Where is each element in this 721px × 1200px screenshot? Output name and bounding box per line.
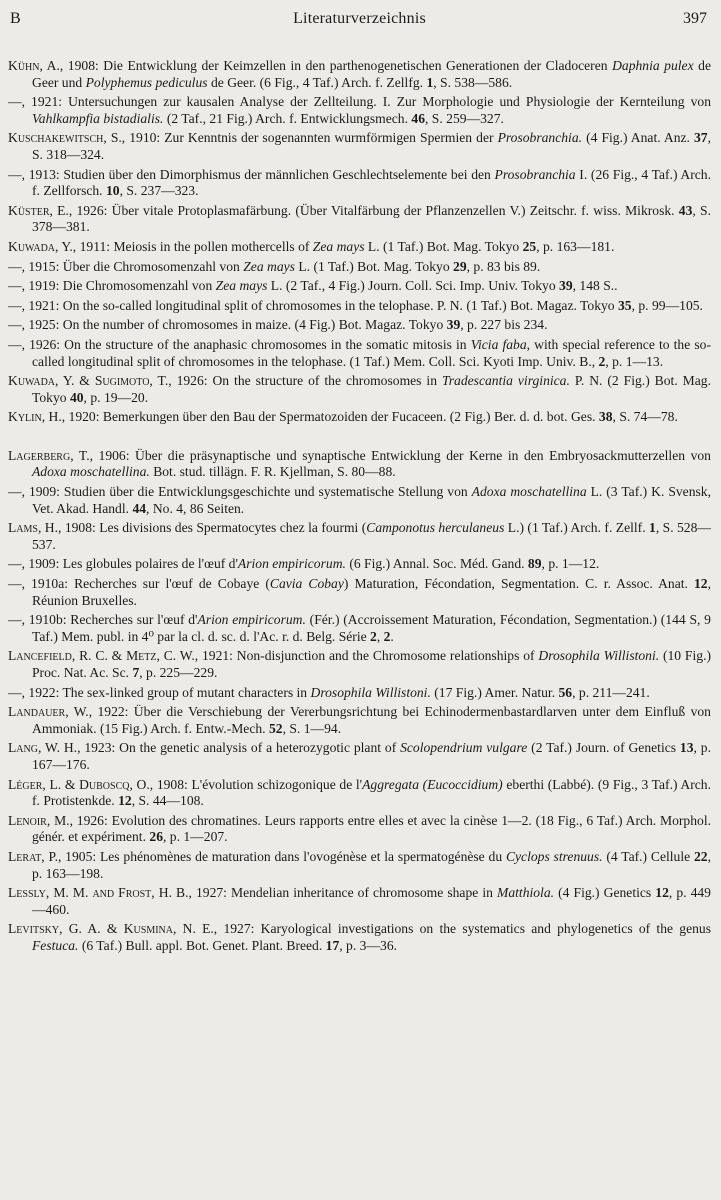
taxon-name: Cyclops strenuus. xyxy=(505,848,603,864)
reference-text: (2 Taf.) Journ. of Genetics xyxy=(527,740,680,756)
reference-text: —, 1909: Les globules polaires de l'œuf d' xyxy=(8,556,238,572)
volume-number: 56 xyxy=(558,684,573,700)
reference-text: , 1908: Les divisions des Spermatocytes chez la fourmi ( xyxy=(58,520,367,536)
reference-text: L.) (1 Taf.) Arch. f. Zellf. xyxy=(504,520,650,536)
reference-text: L. (1 Taf.) Bot. Mag. Tokyo xyxy=(294,258,454,274)
reference-text: , 1920: Bemerkungen über den Bau der Spermatozoiden der Fucaceen. (2 Fig.) Ber. d. d. bot. Ges. xyxy=(61,409,599,425)
reference-text: (Fér.) (Accroissement Maturation, Fécondation, Segmentation.) (144 S, 9 Taf.) Mem. publ. in 4⁰ par la cl. d. sc. d. l'Ac. r. d. Belg. Série xyxy=(32,612,711,644)
reference-text: , S. 259—327. xyxy=(425,110,504,126)
reference-entry xyxy=(8,704,711,737)
reference-entry xyxy=(8,130,711,163)
volume-number: 44 xyxy=(132,500,147,516)
taxon-name: Cavia Cobay xyxy=(269,576,344,592)
author-name: Kühn, A. xyxy=(8,58,60,73)
reference-entry xyxy=(8,373,711,406)
reference-text: , S. 44—108. xyxy=(131,793,204,809)
reference-text: , S. 378—381. xyxy=(32,202,711,235)
reference-text: (4 Fig.) Genetics xyxy=(554,885,656,901)
reference-text: , p. 3—36. xyxy=(339,937,398,953)
volume-number: 25 xyxy=(522,238,537,254)
taxon-name: Aggregata (Eucoccidium) xyxy=(362,776,503,792)
reference-text: , 1923: On the genetic analysis of a heterozygotic plant of xyxy=(77,740,401,756)
taxon-name: Prosobranchia. xyxy=(497,130,583,146)
reference-text: , S. 1—94. xyxy=(282,720,342,736)
reference-entry xyxy=(8,317,711,334)
reference-text: (10 Fig.) Proc. Nat. Ac. Sc. xyxy=(32,648,711,680)
reference-text: , p. 99—105. xyxy=(631,297,703,313)
reference-text: , S. 538—586. xyxy=(433,74,513,90)
volume-number: 37 xyxy=(694,130,708,146)
author-name: Léger, L. & Duboscq, O. xyxy=(8,776,150,792)
reference-text: , p. 163—181. xyxy=(536,238,615,254)
reference-text: , S. 74—78. xyxy=(612,409,678,425)
reference-text: , 1926: Über vitale Protoplasmafärbung. (Über Vitalfärbung der Pflanzenzellen V.) Zeitschr. f. wiss. Mikrosk. xyxy=(68,202,679,218)
reference-entry xyxy=(8,556,711,573)
page-number: 397 xyxy=(683,10,707,27)
volume-number: 39 xyxy=(559,278,573,294)
volume-number: 39 xyxy=(446,317,461,333)
reference-text: , 1926: On the structure of the chromosomes in xyxy=(168,373,442,389)
reference-text: L. (1 Taf.) Bot. Mag. Tokyo xyxy=(364,238,523,254)
taxon-name: Vicia faba xyxy=(470,336,527,352)
reference-text: , 1926: Evolution des chromatines. Leurs rapports entre elles et avec la cinèse 1—2. (18 Fig., 6 Taf.) Arch. Morphol. génér. et expériment. xyxy=(32,812,711,845)
reference-text: , 1906: Über die präsynaptische und synaptische Entwicklung der Kerne in den Embryosackmutterzellen von xyxy=(89,447,711,463)
volume-number: 7 xyxy=(132,665,140,680)
reference-text: —, 1925: On the number of chromosomes in maize. (4 Fig.) Bot. Magaz. Tokyo xyxy=(8,317,447,333)
volume-number: 12 xyxy=(693,576,708,592)
running-header xyxy=(8,10,711,32)
taxon-name: Zea mays xyxy=(215,278,268,294)
taxon-name: Prosobranchia xyxy=(494,166,576,182)
volume-number: 2 xyxy=(370,628,377,644)
author-name: Kylin, H. xyxy=(8,409,62,425)
reference-text: , p. 211—241. xyxy=(572,684,650,700)
reference-entry xyxy=(8,777,711,810)
reference-text: —, 1921: Untersuchungen zur kausalen Analyse der Zellteilung. I. Zur Morphologie und Physiologie der Kernteilung von xyxy=(8,94,711,110)
reference-entry xyxy=(8,612,711,645)
reference-text: , p. 163—198. xyxy=(32,848,711,881)
reference-text: (17 Fig.) Amer. Natur. xyxy=(430,684,559,700)
author-name: Lams, H. xyxy=(8,520,59,536)
author-name: Lagerberg, T. xyxy=(8,447,90,463)
taxon-name: Arion empiricorum. xyxy=(197,612,306,628)
volume-number: 40 xyxy=(69,389,84,405)
reference-text: , p. 19—20. xyxy=(83,389,149,405)
reference-text: —, 1926: On the structure of the anaphasic chromosomes in the somatic mitosis in xyxy=(8,336,471,352)
reference-text: —, 1919: Die Chromosomenzahl von xyxy=(8,278,216,294)
reference-text: , p. 225—229. xyxy=(139,665,218,680)
author-name: Landauer, W. xyxy=(8,704,89,720)
reference-text: (2 Taf., 21 Fig.) Arch. f. Entwicklungsmech. xyxy=(163,110,412,126)
reference-text: , 1908: Die Entwicklung der Keimzellen in den parthenogenetischen Generationen der Cladoceren xyxy=(59,58,613,73)
reference-text: P. N. (2 Fig.) Bot. Mag. Tokyo xyxy=(32,373,711,405)
reference-entry xyxy=(8,576,711,609)
reference-text: , p. 1—207. xyxy=(162,829,228,845)
taxon-name: Drosophila Willistoni. xyxy=(538,648,660,664)
taxon-name: Drosophila Willistoni. xyxy=(310,684,431,700)
author-name: Kuschakewitsch, S. xyxy=(8,130,122,146)
reference-text: I. (26 Fig., 4 Taf.) Arch. f. Zellforsch. xyxy=(32,166,711,199)
reference-text: , p. 167—176. xyxy=(32,740,711,772)
reference-entry xyxy=(8,685,711,702)
taxon-name: Matthiola. xyxy=(497,885,555,901)
reference-text: , S. 528—537. xyxy=(32,520,711,552)
author-name: Lancefield, R. C. & Metz, C. W. xyxy=(8,648,195,664)
reference-text: eberthi (Labbé). (9 Fig., 3 Taf.) Arch. f. Protistenkde. xyxy=(32,776,711,809)
taxon-name: Arion empiricorum. xyxy=(237,556,346,572)
taxon-name: Zea mays xyxy=(312,238,365,254)
reference-text: —, 1910a: Recherches sur l'œuf de Cobaye ( xyxy=(8,576,270,592)
page-title: Literaturverzeichnis xyxy=(293,10,426,27)
reference-text: , p. 449—460. xyxy=(32,885,711,917)
reference-text: , 1922: Über die Verschiebung der Vererbungsrichtung bei Echinodermenbastardlarven unter dem Einfluß von Ammoniak. (15 Fig.) Arch. f. Entw.-Mech. xyxy=(32,704,711,736)
reference-text: L. (3 Taf.) K. Svensk, Vet. Akad. Handl. xyxy=(32,484,711,516)
reference-text: , S. 237—323. xyxy=(119,183,199,199)
reference-text: , p. 83 bis 89. xyxy=(466,258,541,274)
reference-entry xyxy=(8,813,711,846)
reference-text: ) Maturation, Fécondation, Segmentation. C. r. Assoc. Anat. xyxy=(343,576,694,592)
reference-entry xyxy=(8,278,711,295)
reference-text: (6 Taf.) Bull. appl. Bot. Genet. Plant. Breed. xyxy=(78,937,326,953)
reference-text: L. (2 Taf., 4 Fig.) Journ. Coll. Sci. Imp. Univ. Tokyo xyxy=(267,278,560,294)
reference-text: , No. 4, 86 Seiten. xyxy=(146,500,245,516)
reference-text: , p. 1—12. xyxy=(541,556,600,572)
taxon-name: Adoxa moschatellina xyxy=(471,484,587,500)
reference-text: de Geer. (6 Fig., 4 Taf.) Arch. f. Zellfg. xyxy=(207,74,427,90)
reference-entry xyxy=(8,259,711,276)
taxon-name: Scolopendrium vulgare xyxy=(400,740,528,756)
reference-text: , with special reference to the so-called longitudinal split of chromosomes in the telophase. (1 Taf.) Mem. Coll. Sci. Kyoti Imp. Univ. B., xyxy=(32,336,711,369)
taxon-name: Zea mays xyxy=(243,258,295,274)
volume-number: 52 xyxy=(268,720,283,736)
volume-number: 26 xyxy=(149,829,163,845)
reference-entry xyxy=(8,203,711,236)
reference-text: (4 Fig.) Anat. Anz. xyxy=(582,130,694,146)
taxon-name: Camponotus herculaneus xyxy=(366,520,505,536)
volume-number: 38 xyxy=(598,409,613,425)
reference-text: , 148 S.. xyxy=(572,278,618,294)
reference-text: , 1927: Mendelian inheritance of chromosome shape in xyxy=(188,885,498,901)
author-name: Lenoir, M. xyxy=(8,812,70,828)
section-letter: B xyxy=(10,10,21,27)
reference-entry xyxy=(8,885,711,918)
reference-text: . xyxy=(390,628,394,644)
volume-number: 1 xyxy=(426,74,434,90)
volume-number: 22 xyxy=(693,848,708,864)
reference-entry xyxy=(8,298,711,315)
volume-number: 29 xyxy=(453,258,467,274)
volume-number: 13 xyxy=(679,740,694,756)
reference-entry xyxy=(8,921,711,954)
reference-entry xyxy=(8,409,711,426)
volume-number: 46 xyxy=(411,110,425,126)
reference-entry xyxy=(8,849,711,882)
reference-text: (6 Fig.) Annal. Soc. Méd. Gand. xyxy=(345,556,528,572)
reference-text: —, 1913: Studien über den Dimorphismus der männlichen Geschlechtselemente bei den xyxy=(8,166,495,182)
volume-number: 2 xyxy=(598,353,606,369)
volume-number: 17 xyxy=(325,937,340,953)
reference-entry xyxy=(8,448,711,481)
reference-text: —, 1921: On the so-called longitudinal split of chromosomes in the telophase. P. N. (1 Taf.) Bot. Magaz. Tokyo xyxy=(8,297,618,313)
reference-entry xyxy=(8,337,711,370)
reference-text: , 1910: Zur Kenntnis der sogenannten wurmförmigen Spermien der xyxy=(121,130,498,146)
reference-text: , 1921: Non-disjunction and the Chromosome relationships of xyxy=(194,648,539,664)
reference-text: de Geer und xyxy=(32,58,711,90)
volume-number: 89 xyxy=(527,556,542,572)
taxon-name: Vahlkampfia bistadialis. xyxy=(32,110,164,126)
author-name: Kuwada, Y. xyxy=(8,238,73,254)
reference-text: —, 1915: Über die Chromosomenzahl von xyxy=(8,258,244,274)
reference-text: , 1908: L'évolution schizogonique de l' xyxy=(149,776,363,792)
taxon-name: Festuca. xyxy=(32,937,79,953)
author-name: Küster, E. xyxy=(8,202,69,218)
reference-entry xyxy=(8,484,711,517)
reference-text: (4 Taf.) Cellule xyxy=(602,848,694,864)
volume-number: 1 xyxy=(649,520,656,536)
reference-text: , Réunion Bruxelles. xyxy=(32,576,711,608)
reference-entry xyxy=(8,740,711,773)
author-name: Lessly, M. M. and Frost, H. B. xyxy=(8,885,189,901)
volume-number: 10 xyxy=(105,183,120,199)
taxon-name: Tradescantia virginica. xyxy=(441,373,570,389)
reference-entry xyxy=(8,167,711,200)
reference-text: , p. 227 bis 234. xyxy=(460,317,548,333)
taxon-name: Polyphemus pediculus xyxy=(85,74,208,90)
reference-entry xyxy=(8,648,711,681)
volume-number: 12 xyxy=(655,885,669,901)
volume-number: 12 xyxy=(118,793,132,809)
reference-text: , 1927: Karyological investigations on the systematics and phylogenetics of the genus xyxy=(213,921,712,937)
reference-entry xyxy=(8,58,711,91)
author-name: Lerat, P. xyxy=(8,848,58,864)
reference-entry xyxy=(8,239,711,256)
reference-text: , S. 318—324. xyxy=(32,130,711,162)
taxon-name: Daphnia pulex xyxy=(612,58,694,73)
reference-text: —, 1910b: Recherches sur l'œuf d' xyxy=(8,612,198,628)
reference-entry xyxy=(8,520,711,553)
reference-text: , 1911: Meiosis in the pollen mothercells of xyxy=(72,238,313,254)
taxon-name: Adoxa moschatellina. xyxy=(32,464,150,480)
reference-text: , xyxy=(376,628,384,644)
reference-text: Bot. stud. tillägn. F. R. Kjellman, S. 80—88. xyxy=(149,464,396,480)
author-name: Lang, W. H. xyxy=(8,740,78,756)
reference-entry xyxy=(8,94,711,127)
author-name: Kuwada, Y. & Sugimoto, T. xyxy=(8,373,169,389)
reference-text: , 1905: Les phénomènes de maturation dans l'ovogénèse et la spermatogénèse du xyxy=(57,848,506,864)
reference-text: —, 1909: Studien über die Entwicklungsgeschichte und systematische Stellung von xyxy=(8,484,472,500)
author-name: Levitsky, G. A. & Kusmina, N. E. xyxy=(8,921,214,937)
volume-number: 43 xyxy=(678,202,693,218)
reference-list xyxy=(8,58,711,955)
volume-number: 2 xyxy=(383,628,391,644)
reference-text: —, 1922: The sex-linked group of mutant characters in xyxy=(8,684,311,700)
volume-number: 35 xyxy=(617,297,632,313)
reference-text: , p. 1—13. xyxy=(605,353,664,369)
